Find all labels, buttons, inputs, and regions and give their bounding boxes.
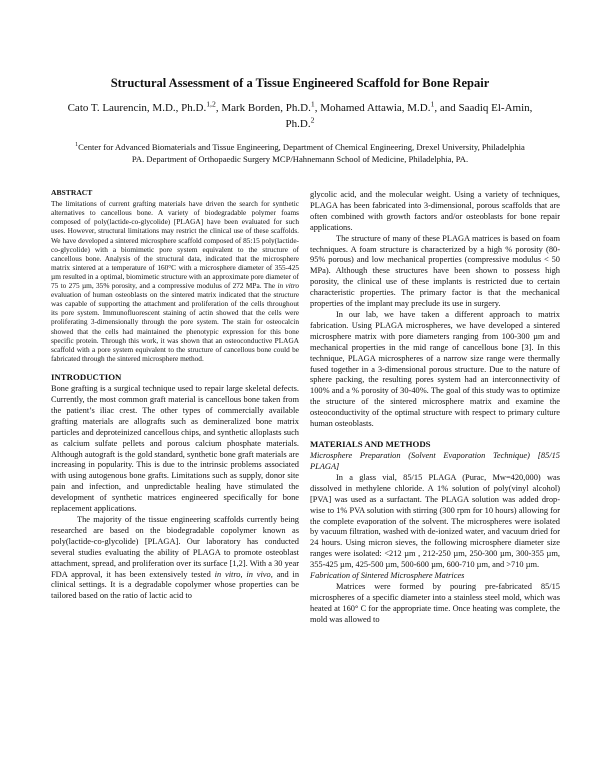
methods-heading: MATERIALS AND METHODS [310, 438, 431, 449]
author-1: Cato T. Laurencin, M.D., Ph.D. [67, 102, 207, 114]
author-2-affil: 1 [310, 99, 315, 109]
intro-p2-italic-2: in vivo [246, 569, 271, 579]
author-4-affil: 2 [310, 115, 315, 125]
right-paragraph-2: In our lab, we have taken a different approach to matrix fabrication. Using PLAGA microspheres, we have developed a sintered microsphere matrix with pore diameters ranging from 100-300 µm and mechanical properties in the mid range of cancellous bone [3]. In this technique, PLAGA microspheres of a narrow size range were thermally fused together in a 3-dimensional porous structure. Due to the nature of sphere packing, the resulting pores system had an interconnectivity of 100% and a % porosity of 30-40%. The goal of this study was to optimize the structure of the sintered microsphere matrix and examine the osteoconductivity of the optimal structure with respect to primary culture human osteoblasts. [310, 309, 560, 429]
intro-p2-part2: , and in clinical settings. It is a degradable copolymer whose properties can be tailored based on the ratio of lactic acid to [51, 569, 300, 601]
introduction-paragraph-2 [51, 515, 299, 602]
left-column [51, 188, 299, 602]
paper-title: Structural Assessment of a Tissue Engineered Scaffold for Bone Repair [110, 76, 490, 90]
intro-p2-sep: , [240, 569, 247, 579]
author-2: , Mark Borden, Ph.D. [215, 102, 311, 114]
abstract-italic: in vitro [277, 281, 299, 291]
author-list [60, 100, 540, 132]
author-4: , and Saadiq El-Amin, Ph.D. [285, 102, 533, 130]
methods-paragraph-2: Matrices were formed by pouring pre-fabricated 85/15 microspheres of a specific diameter into a stainless steel mold, which was heated at 160° C for the appropriate time. Once heating was complete, the mold was allowed to [310, 582, 560, 624]
author-1-affil: 1,2 [206, 99, 216, 109]
author-3: , Mohamed Attawia, M.D. [314, 102, 431, 114]
introduction-heading: INTRODUCTION [51, 371, 122, 382]
intro-p2-italic-1: in vitro [214, 569, 241, 579]
affiliation [75, 142, 525, 165]
right-column [310, 190, 560, 626]
abstract-heading: ABSTRACT [51, 188, 93, 197]
abstract-text-part2: evaluation of human osteoblasts on the sintered matrix indicated that the structure was capable of supporting the attachment and proliferation of the cells throughout its pore system. Immunofluorescent staining of actin showed that the cells were proliferating 3-dimensionally through the pore system. The stain for osteocalcin showed that the cells had maintained the phenotypic expression for this bone specific protein. Through this work, it was shown that an osteoconductive PLAGA scaffold with a pore system equivalent to the structure of cancellous bone could be fabricated through the sintered microsphere method. [51, 290, 299, 363]
methods-subheading-1: Microsphere Preparation (Solvent Evaporation Technique) [85/15 PLAGA] [310, 451, 560, 472]
affiliation-marker: 1 [75, 142, 79, 149]
right-paragraph-1: The structure of many of these PLAGA matrices is based on foam techniques. A foam structure is characterized by a high % porosity (80-95% porous) and low mechanical properties (compressive modulus < 50 MPa). Although these structures have been shown to possess high porosity, the clinical use of these implants is restricted due to certain characteristic properties. The primary factor is that the mechanical properties of the implant may preclude its use in surgery. [310, 233, 560, 309]
methods-paragraph-1: In a glass vial, 85/15 PLAGA (Purac, Mw=420,000) was dissolved in methylene chloride. A 1% solution of poly(vinyl alcohol) [PVA] was used as a surfactant. The PLAGA solution was added drop-wise to 1% PVA solution with stirring (300 rpm for 10 hours) allowing for the complete evaporation of the solvent. The microspheres were isolated by vacuum filtration, washed with de-ionized water, and vacuum dried for 24 hours. Using micron sieves, the following microsphere diameter size ranges were isolated: <212 µm , 212-250 µm, 250-300 µm, 300-355 µm, 355-425 µm, 425-500 µm, 500-600 µm, 600-710 µm, and >710 µm. [310, 472, 560, 570]
right-paragraph-0: glycolic acid, and the molecular weight. Using a variety of techniques, PLAGA has been fabricated into 3-dimensional, porous scaffolds that are often combined with growth factors and/or osteoblasts for bone repair applications. [310, 190, 560, 232]
affiliation-text: Center for Advanced Biomaterials and Tissue Engineering, Department of Chemical Engineering, Drexel University, Philadelphia PA. Department of Orthopaedic Surgery MCP/Hahnemann School of Medicine, Philadelphia, PA. [78, 142, 525, 164]
intro-p2-part1: The majority of the tissue engineering scaffolds currently being researched are based on the biodegradable copolymer known as poly(lactide-co-glycolide) [PLAGA]. Our laboratory has conducted several studies evaluating the ability of PLAGA to promote osteoblast attachment, spread, and proliferation over its surface [1,2]. With a 30 year FDA approval, it has been extensively tested [51, 514, 299, 579]
introduction-paragraph-1: Bone grafting is a surgical technique used to repair large skeletal defects. Currently, the most common graft material is cancellous bone taken from the patient’s iliac crest. The other types of commercially available grafting materials are allografts such as demineralized bone matrix particles and deproteinized cancellous chips, and synthetic alloplasts such as calcium sulfate pellets and porous calcium phosphate materials. Although autograft is the gold standard, synthetic bone graft materials are increasing in popularity. This is due to the intrinsic problems associated with using autogenous bone grafts. Limitations such as supply, donor site pain and infection, and unpredictable healing have stimulated the development of synthetic matrices engineered specifically for bone replacement applications. [51, 384, 299, 514]
abstract-text [51, 199, 299, 363]
abstract-text-part1: The limitations of current grafting materials have driven the search for synthetic alternatives to cancellous bone. A variety of biodegradable polymer foams composed of poly(lactide-co-glycolide) [PLAGA] have been evaluated for such uses. However, structural limitations may restrict the clinical use of these scaffolds. We have developed a sintered microsphere scaffold composed of 85:15 poly(lactide-co-glycolide) with a biomimetic pore system equivalent to the structure of cancellous bone. Analysis of the structural data, indicated that the microsphere matrix sintered at a temperature of 160°C with a microsphere diameter of 355-425 µm resulted in a optimal, biomimetic structure with an approximate pore diameter of 75 to 275 µm, 35% porosity, and a compressive modulus of 272 MPa. The [51, 199, 299, 291]
methods-subheading-2: Fabrication of Sintered Microsphere Matrices [310, 571, 465, 581]
author-3-affil: 1 [430, 99, 435, 109]
